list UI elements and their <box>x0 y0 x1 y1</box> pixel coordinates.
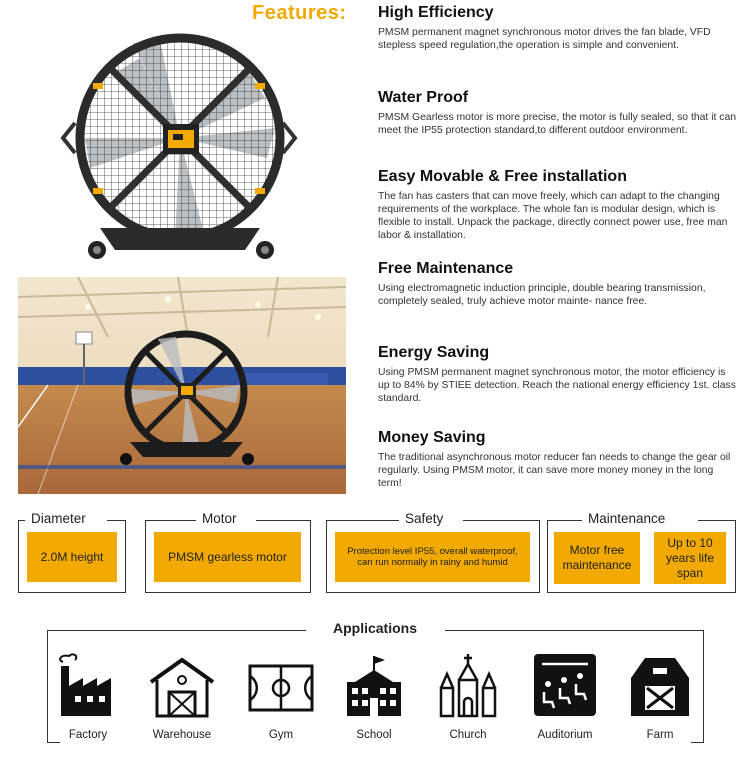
spec-label: Maintenance <box>582 511 671 526</box>
feature-title: Free Maintenance <box>378 260 514 277</box>
app-farm <box>620 652 700 741</box>
feature-title: Money Saving <box>378 429 486 446</box>
gym-icon <box>246 652 316 720</box>
app-label: Factory <box>68 729 108 741</box>
feature-text: The traditional asynchronous motor reducer fan needs to change the gear oil regularly. Using PMSM motor, it can save more money money in the long term! <box>378 452 731 489</box>
spec-label: Motor <box>196 511 243 526</box>
spec-maintenance <box>547 511 736 593</box>
feature-money-saving <box>378 429 738 490</box>
fan-product-image <box>55 28 305 268</box>
feature-text: PMSM Gearless motor is more precise, the motor is fully sealed, so that it can meet the IP55 protection standard,to different outdoor environment. <box>378 112 737 136</box>
app-school <box>334 652 414 741</box>
church-icon <box>433 652 503 720</box>
app-warehouse <box>142 652 222 741</box>
feature-easy-movable <box>378 168 738 242</box>
features-title: Features: <box>252 2 347 24</box>
school-icon <box>339 652 409 720</box>
feature-title: Energy Saving <box>378 344 490 361</box>
auditorium-icon <box>530 652 600 720</box>
spec-value: PMSM gearless motor <box>154 532 301 582</box>
app-label: Warehouse <box>152 729 212 741</box>
spec-value-motor-free: Motor free maintenance <box>554 532 640 584</box>
app-label: Farm <box>646 729 674 741</box>
app-church <box>428 652 508 741</box>
spec-safety <box>326 511 540 593</box>
feature-text: Using electromagnetic induction principle, double bearing transmission, completely sealed, truly achieve motor mainte- nance free. <box>378 283 706 307</box>
feature-text: The fan has casters that can move freely, which can adapt to the changing requirements of the workplace. The whole fan is modular design, which is flexible to install. Unpack the package, directly connect power use, free man labor & installation. <box>378 191 728 241</box>
warehouse-icon <box>147 652 217 720</box>
app-factory <box>48 652 128 741</box>
spec-motor <box>145 511 311 593</box>
spec-value: Protection level IP55, overall waterproof, can run normally in rainy and humid <box>335 532 530 582</box>
applications-title: Applications <box>332 620 417 636</box>
spec-value-lifespan: Up to 10 years life span <box>654 532 726 584</box>
feature-text: PMSM permanent magnet synchronous motor drives the fan blade, VFD stepless speed regulation,the operation is simple and convenient. <box>378 27 711 51</box>
app-label: School <box>356 729 392 741</box>
app-label: Gym <box>268 729 294 741</box>
feature-energy-saving <box>378 344 738 405</box>
spec-diameter <box>18 511 126 593</box>
app-label: Church <box>449 729 487 741</box>
feature-water-proof <box>378 89 738 137</box>
feature-title: Easy Movable & Free installation <box>378 168 627 185</box>
app-gym <box>241 652 321 741</box>
app-label: Auditorium <box>537 729 593 741</box>
feature-free-maintenance <box>378 260 738 308</box>
farm-icon <box>625 652 695 720</box>
spec-label: Safety <box>399 511 449 526</box>
spec-label: Diameter <box>25 511 92 526</box>
spec-value: 2.0M height <box>27 532 117 582</box>
feature-text: Using PMSM permanent magnet synchronous motor, the motor efficiency is up to 84% by STIEE detection. Reach the national energy efficiency 1st. class standard. <box>378 367 736 404</box>
app-auditorium <box>525 652 605 741</box>
feature-title: Water Proof <box>378 89 469 106</box>
factory-icon <box>53 652 123 720</box>
feature-title: High Efficiency <box>378 4 494 21</box>
gym-scene-photo <box>18 277 346 494</box>
feature-high-efficiency <box>378 4 738 52</box>
